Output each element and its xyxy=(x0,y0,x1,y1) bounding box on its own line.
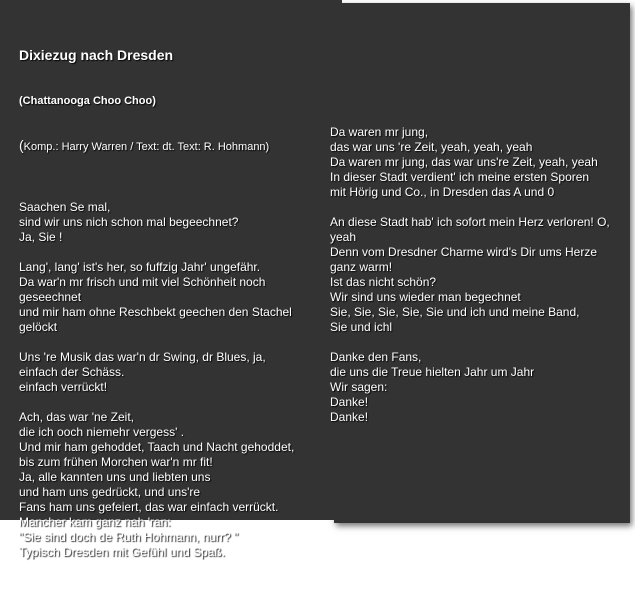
lyric-line: einfach der Schäss. xyxy=(19,365,125,379)
lyric-line: Ist das nicht schön? xyxy=(330,275,437,289)
lyric-line: und ham uns gedrückt, und uns're xyxy=(19,485,201,499)
lyric-line: An diese Stadt hab' ich sofort mein Herz verloren! O, xyxy=(330,215,610,229)
lyric-line: Ach, das war 'ne Zeit, xyxy=(19,410,135,424)
stanza xyxy=(19,410,319,560)
lyric-line: Danke! xyxy=(330,410,369,424)
lyric-line: Ja, alle kannten uns und liebten uns xyxy=(19,470,211,484)
right-stanzas xyxy=(330,125,626,425)
lyric-line: Wir sind uns wieder man begechnet xyxy=(330,290,521,304)
song-subtitle: (Chattanooga Choo Choo) xyxy=(19,95,156,107)
song-credits xyxy=(19,138,319,155)
lyric-line: Da waren mr jung, das war uns're Zeit, yeah, yeah xyxy=(330,155,598,169)
lyric-line: geseechnet xyxy=(19,290,82,304)
left-stanzas xyxy=(19,200,319,560)
lyric-line: gelöckt xyxy=(19,320,58,334)
stanza xyxy=(330,125,626,200)
lyric-line: Lang', lang' ist's her, so fuffzig Jahr' ungefähr. xyxy=(19,260,261,274)
lyric-line: und mir ham ohne Reschbekt geechen den Stachel xyxy=(19,305,292,319)
lyric-line: Denn vom Dresdner Charme wird's Dir ums Herze xyxy=(330,245,598,259)
lyric-line: Da war'n mr frisch und mit viel Schönheit noch xyxy=(19,275,266,289)
lyric-line: Da waren mr jung, xyxy=(330,125,429,139)
lyric-line: Und mir ham gehoddet, Taach und Nacht gehoddet, xyxy=(19,440,295,454)
lyric-line: mit Hörig und Co., in Dresden das A und 0 xyxy=(330,185,555,199)
lyric-line: Saachen Se mal, xyxy=(19,200,111,214)
lyric-line: einfach verrückt! xyxy=(19,380,108,394)
left-lyrics-column xyxy=(19,16,319,605)
lyric-line: Typisch Dresden mit Gefühl und Spaß. xyxy=(19,545,226,559)
lyric-line: die ich ooch niemehr vergess' . xyxy=(19,425,185,439)
lyric-line: Danke den Fans, xyxy=(330,350,422,364)
right-lyrics-column xyxy=(330,95,626,470)
stanza xyxy=(19,260,319,335)
lyric-line: yeah xyxy=(330,230,357,244)
stanza xyxy=(330,350,626,425)
lyric-line: Uns 're Musik das war'n dr Swing, dr Blues, ja, xyxy=(19,350,266,364)
lyric-line: das war uns 're Zeit, yeah, yeah, yeah xyxy=(330,140,533,154)
credits-text: Komp.: Harry Warren / Text: dt. Text: R. Hohmann) xyxy=(23,141,270,153)
lyric-line: Mancher kam ganz nah 'ran: xyxy=(19,515,171,529)
stanza xyxy=(330,215,626,335)
lyric-line: Wir sagen: xyxy=(330,380,388,394)
lyric-line: Danke! xyxy=(330,395,369,409)
lyric-line: In dieser Stadt verdient' ich meine ersten Sporen xyxy=(330,170,590,184)
lyric-line: Ja, Sie ! xyxy=(19,230,63,244)
song-title: Dixiezug nach Dresden xyxy=(19,47,174,63)
credits-paren: ( xyxy=(19,137,24,153)
lyric-line: Sie, Sie, Sie, Sie, Sie und ich und meine Band, xyxy=(330,305,580,319)
lyric-line: "Sie sind doch de Ruth Hohmann, nurr? " xyxy=(19,530,239,544)
lyric-line: sind wir uns nich schon mal begeechnet? xyxy=(19,215,239,229)
lyric-line: bis zum frühen Morchen war'n mr fit! xyxy=(19,455,213,469)
lyric-line: Sie und ichl xyxy=(330,320,393,334)
lyric-line: die uns die Treue hielten Jahr um Jahr xyxy=(330,365,535,379)
lyric-line: Fans ham uns gefeiert, das war einfach verrückt. xyxy=(19,500,279,514)
stanza xyxy=(19,200,319,245)
lyric-line: ganz warm! xyxy=(330,260,393,274)
stanza xyxy=(19,350,319,395)
